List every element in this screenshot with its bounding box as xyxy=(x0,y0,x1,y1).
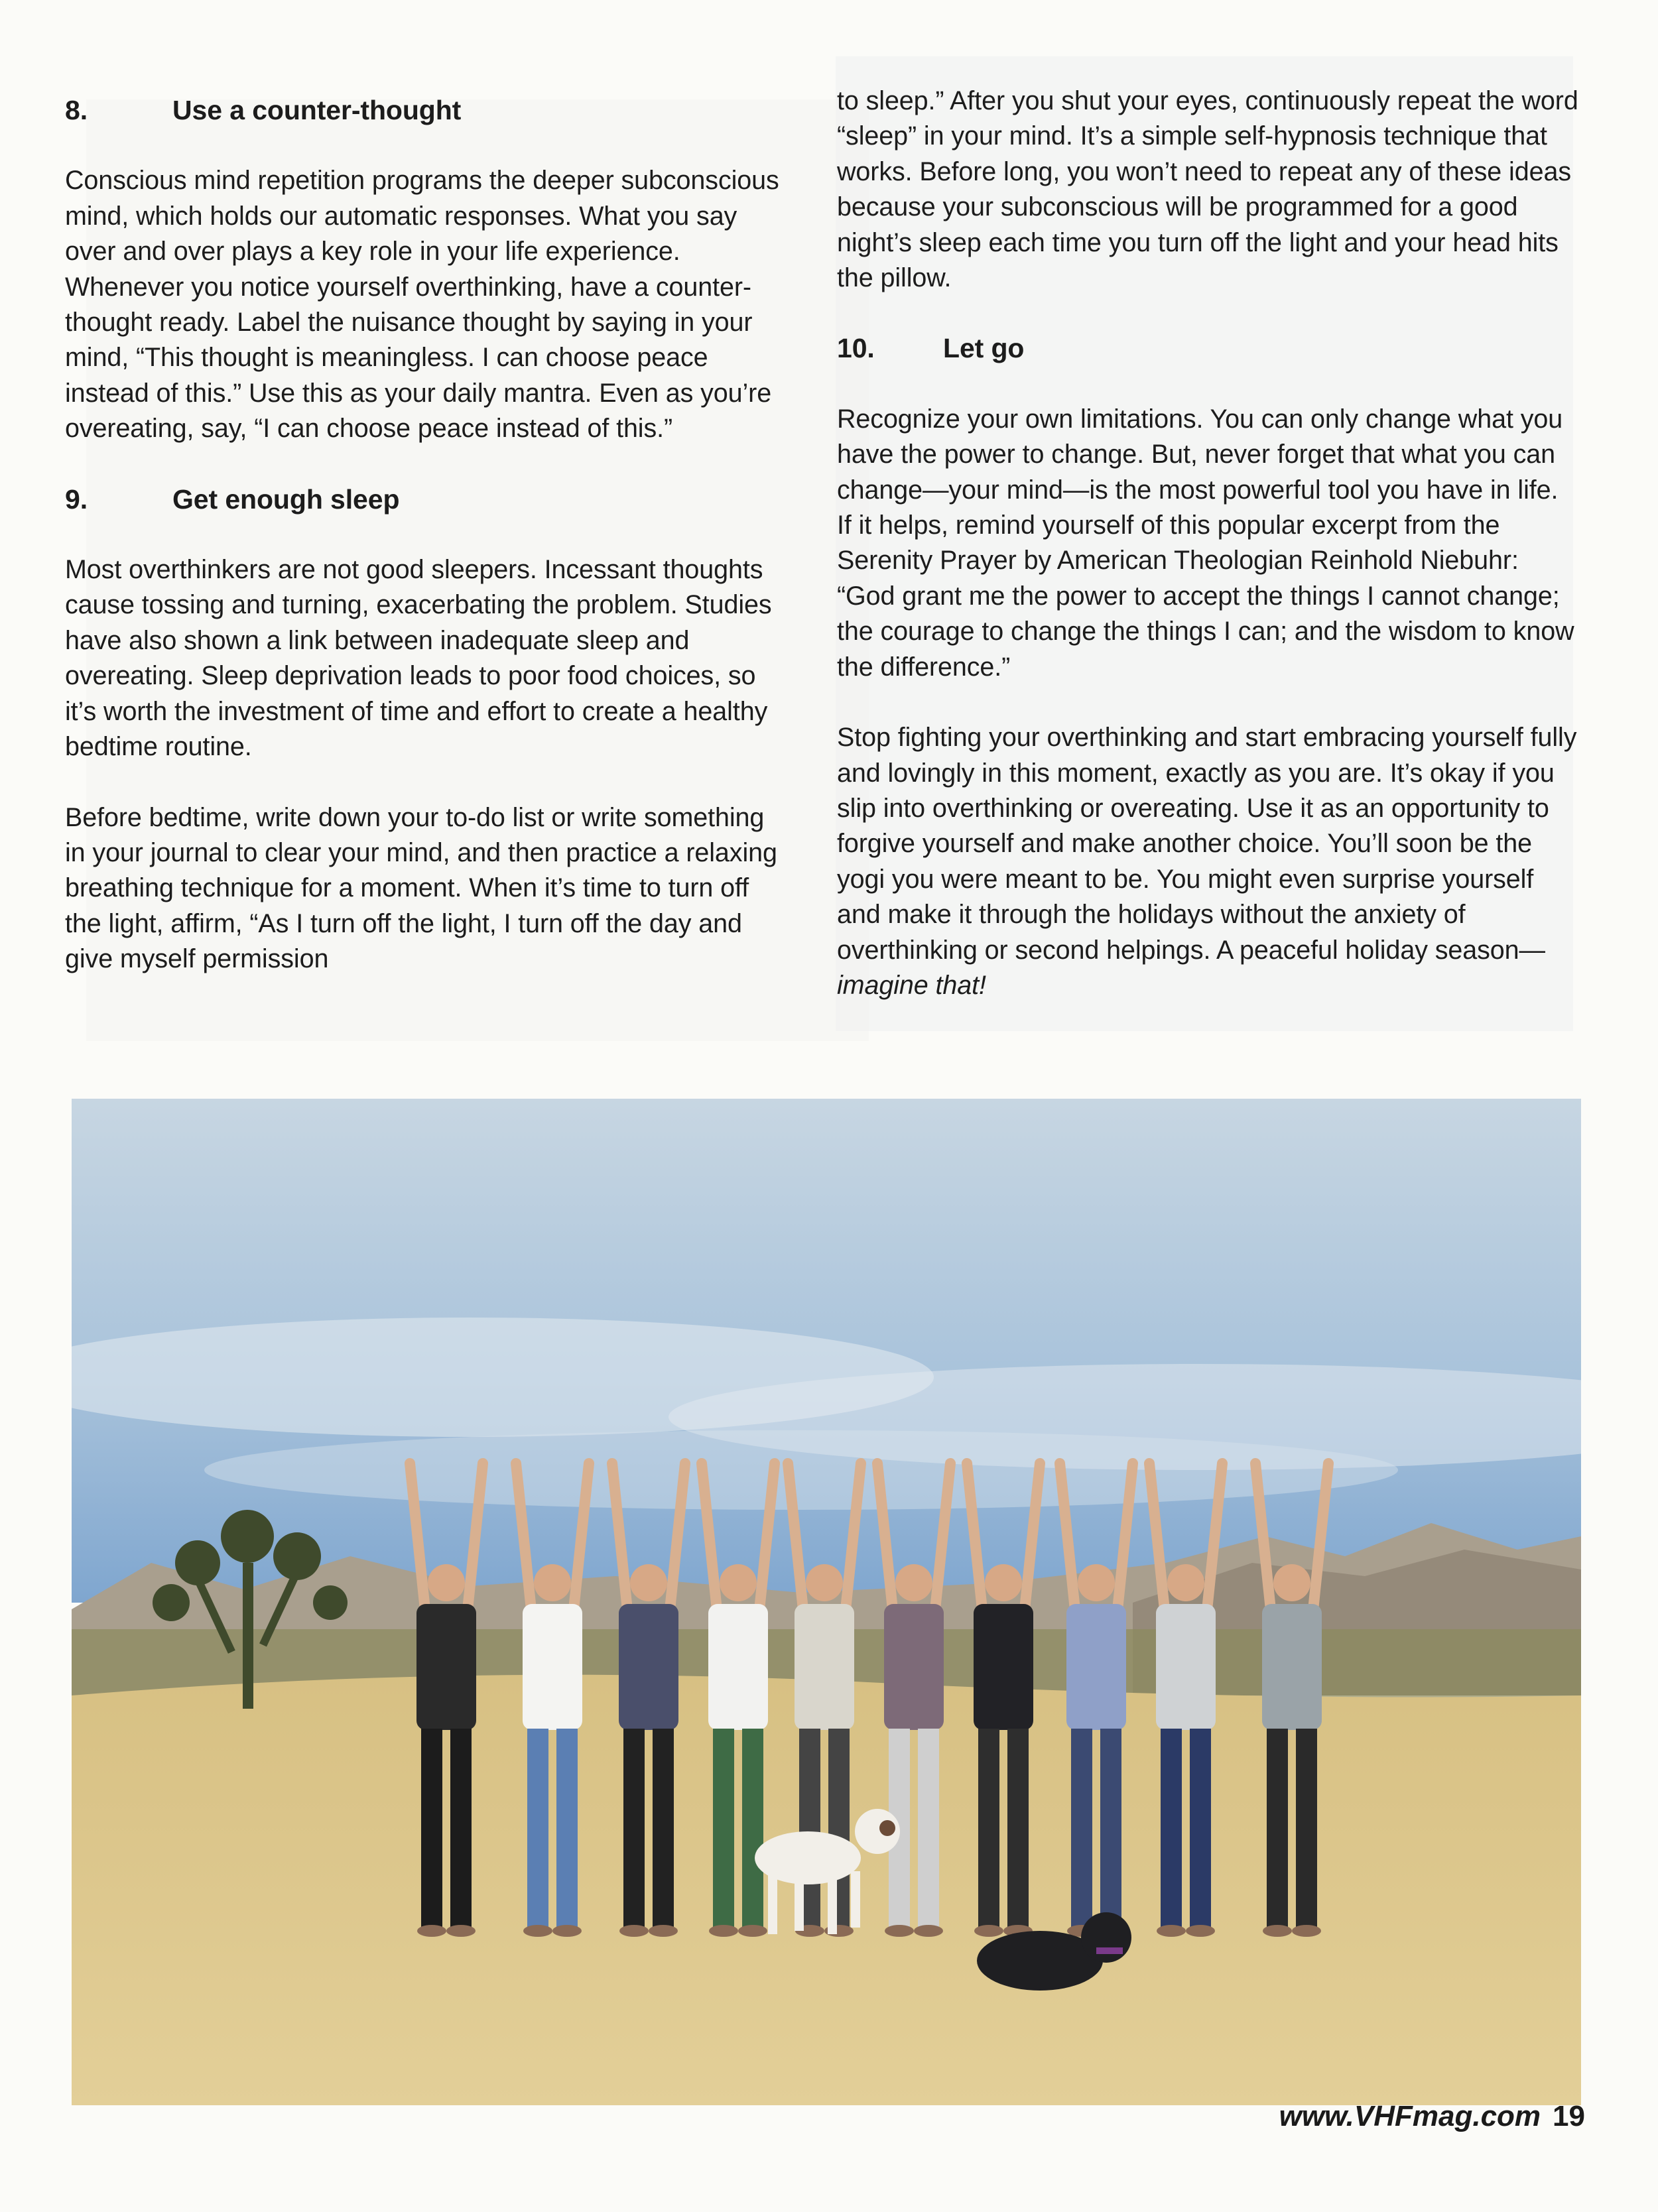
right-column xyxy=(837,84,1578,1003)
desert-group-illustration xyxy=(72,1099,1581,2105)
site-url xyxy=(1279,2100,1541,2132)
section-heading-8 xyxy=(65,93,788,128)
section-heading-9 xyxy=(65,482,788,517)
section-number: 9. xyxy=(65,483,88,515)
left-column xyxy=(65,93,788,977)
section-number: 10. xyxy=(837,333,875,364)
site-prefix: www. xyxy=(1279,2100,1354,2132)
body-paragraph: Most overthinkers are not good sleepers. Incessant thoughts cause tossing and turning, exacerbating the problem. Studies have also shown a link between inadequate sleep and overeating. Sleep deprivation leads to poor food choices, so it’s worth the investment of time and effort to create a healthy bedtime routine. xyxy=(65,555,772,762)
site-brand: VHF xyxy=(1354,2100,1413,2132)
section-heading-10 xyxy=(837,331,1578,366)
page-footer xyxy=(1279,2097,1585,2136)
section-title: Let go xyxy=(943,333,1025,364)
closing-italic: imagine that! xyxy=(837,970,986,1000)
body-paragraph-continued: to sleep.” After you shut your eyes, continuously repeat the word “sleep” in your mind. It’s a simple self-hypnosis technique that works. Before long, you won’t need to repeat any of these ideas because your subconscious will be programmed for a good night’s sleep each time you turn off the light and your head hits the pillow. xyxy=(837,86,1578,293)
site-suffix: mag.com xyxy=(1412,2100,1541,2132)
section-title: Get enough sleep xyxy=(172,483,400,515)
body-paragraph: Before bedtime, write down your to-do list or write something in your journal to clear your mind, and then practice a relaxing breathing technique for a moment. When it’s time to turn off the light, affirm, “As I turn off the light, I turn off the day and give myself permission xyxy=(65,802,777,974)
closing-text: Stop fighting your overthinking and start embracing yourself fully and lovingly in this moment, exactly as you are. It’s okay if you slip into overthinking or overeating. Use it as an opportunity to forgive yourself and make another choice. You’ll soon be the yogi you were meant to be. You might even surprise yourself and make it through the holidays without the anxiety of overthinking or second helpings. A peaceful holiday season— xyxy=(837,723,1577,965)
closing-paragraph xyxy=(837,720,1578,1003)
section-number: 8. xyxy=(65,95,88,125)
sand-ground xyxy=(72,1675,1581,2105)
body-paragraph: Recognize your own limitations. You can only change what you have the power to change. But, never forget that what you can change—your mind—is the most powerful tool you have in life. If it helps, remind yourself of this popular excerpt from the Serenity Prayer by American Theologian Reinhold Niebuhr: “God grant me the power to accept the things I cannot change; the courage to change the things I can; and the wisdom to know the difference.” xyxy=(837,404,1574,682)
page-number: 19 xyxy=(1553,2100,1585,2132)
group-photo xyxy=(72,1099,1581,2105)
section-title: Use a counter-thought xyxy=(172,95,462,125)
body-paragraph: Conscious mind repetition programs the deeper subconscious mind, which holds our automatic responses. What you say over and over plays a key role in your life experience. Whenever you notice yourself overthinking, have a counter-thought ready. Label the nuisance thought by saying in your mind, “This thought is meaningless. I can choose peace instead of this.” Use this as your daily mantra. Even as you’re overeating, say, “I can choose peace instead of this.” xyxy=(65,166,779,444)
